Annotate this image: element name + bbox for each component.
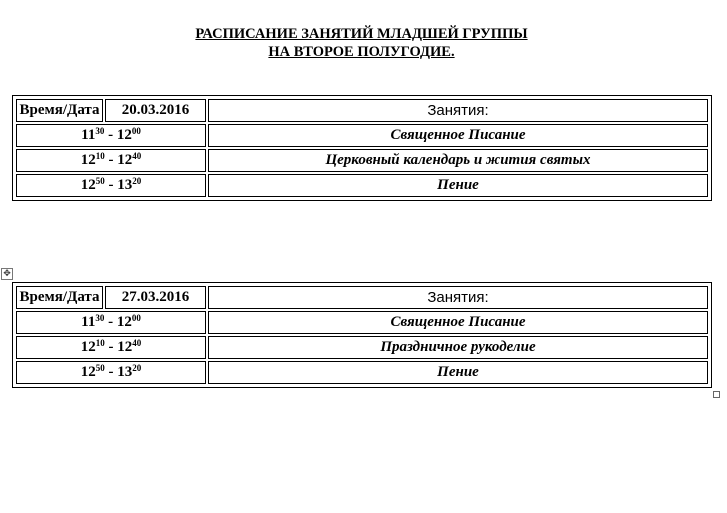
table-row <box>16 361 708 384</box>
end-hour: 12 <box>117 152 133 168</box>
end-hour: 13 <box>117 364 133 380</box>
end-hour: 12 <box>116 314 132 330</box>
schedule-table-2[interactable] <box>12 282 712 388</box>
end-minute: 40 <box>132 151 142 161</box>
subject-cell: Праздничное рукоделие <box>208 336 708 359</box>
time-date-header: Время/Дата <box>16 99 103 122</box>
start-minute: 50 <box>95 176 105 186</box>
time-cell <box>16 311 206 334</box>
resize-handle-icon[interactable] <box>713 391 720 398</box>
time-cell <box>16 149 206 172</box>
subject-cell: Пение <box>208 174 708 197</box>
subject-cell: Священное Писание <box>208 311 708 334</box>
time-cell <box>16 336 206 359</box>
move-arrows-icon[interactable]: ✥ <box>1 268 13 280</box>
date-cell: 20.03.2016 <box>105 99 206 122</box>
table-row <box>16 336 708 359</box>
end-hour: 13 <box>117 177 133 193</box>
end-minute: 20 <box>132 176 142 186</box>
start-hour: 12 <box>80 364 96 380</box>
time-cell <box>16 361 206 384</box>
classes-header: Занятия: <box>208 99 708 122</box>
table-row <box>16 311 708 334</box>
table-header-row <box>16 286 708 309</box>
time-cell <box>16 124 206 147</box>
time-separator: - <box>104 177 118 193</box>
subject-cell: Церковный календарь и жития святых <box>208 149 708 172</box>
time-cell <box>16 174 206 197</box>
table-row <box>16 174 708 197</box>
table-row <box>16 149 708 172</box>
time-separator: - <box>104 127 117 143</box>
start-hour: 11 <box>81 314 96 330</box>
start-hour: 12 <box>80 339 96 355</box>
start-minute: 30 <box>95 313 105 323</box>
time-separator: - <box>104 364 118 380</box>
time-separator: - <box>104 152 118 168</box>
start-minute: 50 <box>95 363 105 373</box>
start-minute: 10 <box>95 338 105 348</box>
document-title-line1: РАСПИСАНИЕ ЗАНЯТИЙ МЛАДШЕЙ ГРУППЫ <box>195 26 528 42</box>
end-minute: 20 <box>132 363 142 373</box>
start-hour: 12 <box>80 177 96 193</box>
subject-cell: Пение <box>208 361 708 384</box>
time-separator: - <box>104 339 118 355</box>
table-header-row <box>16 99 708 122</box>
start-minute: 30 <box>95 126 105 136</box>
end-hour: 12 <box>117 339 133 355</box>
start-hour: 12 <box>80 152 96 168</box>
schedule-table-1[interactable] <box>12 95 712 201</box>
time-separator: - <box>104 314 117 330</box>
end-minute: 00 <box>131 126 141 136</box>
end-minute: 00 <box>131 313 141 323</box>
subject-cell: Священное Писание <box>208 124 708 147</box>
date-cell: 27.03.2016 <box>105 286 206 309</box>
document-title-line2: НА ВТОРОЕ ПОЛУГОДИЕ. <box>268 44 455 60</box>
end-minute: 40 <box>132 338 142 348</box>
table-row <box>16 124 708 147</box>
start-hour: 11 <box>81 127 96 143</box>
time-date-header: Время/Дата <box>16 286 103 309</box>
end-hour: 12 <box>116 127 132 143</box>
start-minute: 10 <box>95 151 105 161</box>
classes-header: Занятия: <box>208 286 708 309</box>
